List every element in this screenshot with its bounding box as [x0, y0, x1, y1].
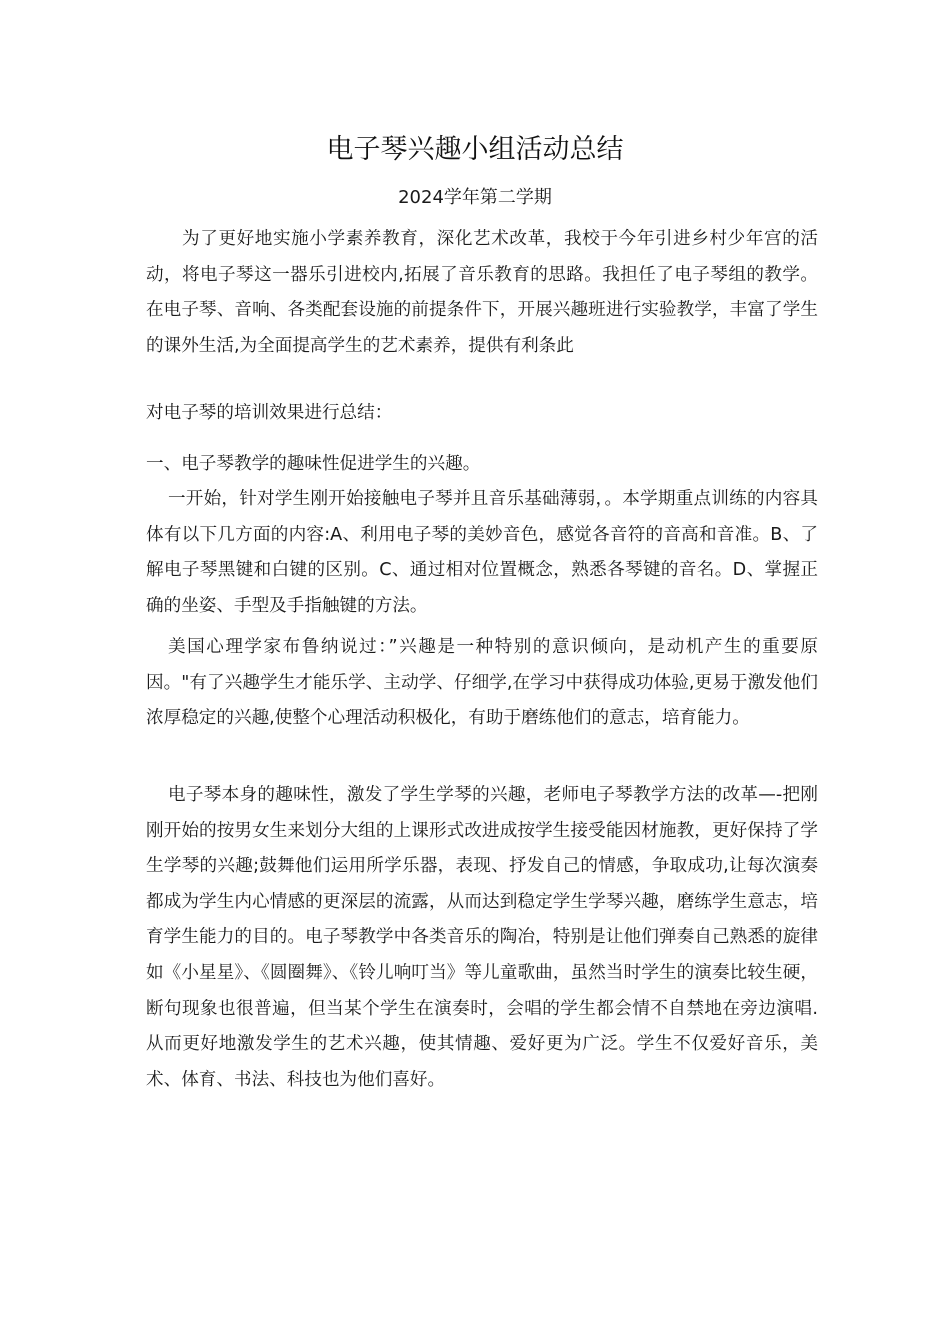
body-paragraph-3: 电子琴本身的趣味性，激发了学生学琴的兴趣，老师电子琴教学方法的改革—-把刚刚开始的按男女生来划分大组的上课形式改进成按学生接受能因材施教，更好保持了学生学琴的兴趣;鼓舞他们运用所学乐器，表现、抒发自己的情感，争取成功,让每次演奏都成为学生内心情感的更深层的流露，从而达到稳定学生学琴兴趣，磨练学生意志，培育学生能力的目的。电子琴教学中各类音乐的陶冶，特别是让他们弹奏自己熟悉的旋律如《小星星》、《圆圈舞》、《铃儿响叮当》等儿童歌曲，虽然当时学生的演奏比较生硬，断句现象也很普遍，但当某个学生在演奏时，会唱的学生都会情不自禁地在旁边演唱.从而更好地激发学生的艺术兴趣，使其情趣、爱好更为广泛。学生不仅爱好音乐，美术、体育、书法、科技也为他们喜好。 — [146, 785, 818, 1090]
body-paragraph-2: 美国心理学家布鲁纳说过：”兴趣是一种特别的意识倾向，是动机产生的重要原因。"有了兴趣学生才能乐学、主动学、仔细学,在学习中获得成功体验,更易于激发他们浓厚稳定的兴趣,使整个心理活动积极化，有助于磨练他们的意志，培育能力。 — [146, 637, 818, 729]
body-paragraph-1: 一开始，针对学生刚开始接触电子琴并且音乐基础薄弱，。本学期重点训练的内容具体有以下几方面的内容:A、利用电子琴的美妙音色，感觉各音符的音高和音准。B、了解电子琴黑键和白键的区别。C、通过相对位置概念，熟悉各琴键的音名。D、掌握正确的坐姿、手型及手指触键的方法。 — [146, 489, 818, 616]
lead-paragraph: 对电子琴的培训效果进行总结： — [146, 403, 393, 423]
document-subtitle: 2024学年第二学期 — [398, 187, 552, 208]
intro-paragraph: 为了更好地实施小学素养教育，深化艺术改革，我校于今年引进乡村少年宫的活动，将电子琴这一器乐引进校内,拓展了音乐教育的思路。我担任了电子琴组的教学。在电子琴、音响、各类配套设施的前提条件下，开展兴趣班进行实验教学，丰富了学生的课外生活,为全面提高学生的艺术素养，提供有利条此 — [146, 229, 818, 356]
section-heading: 一、电子琴教学的趣味性促进学生的兴趣。 — [146, 454, 481, 474]
document-title: 电子琴兴趣小组活动总结 — [326, 134, 624, 165]
